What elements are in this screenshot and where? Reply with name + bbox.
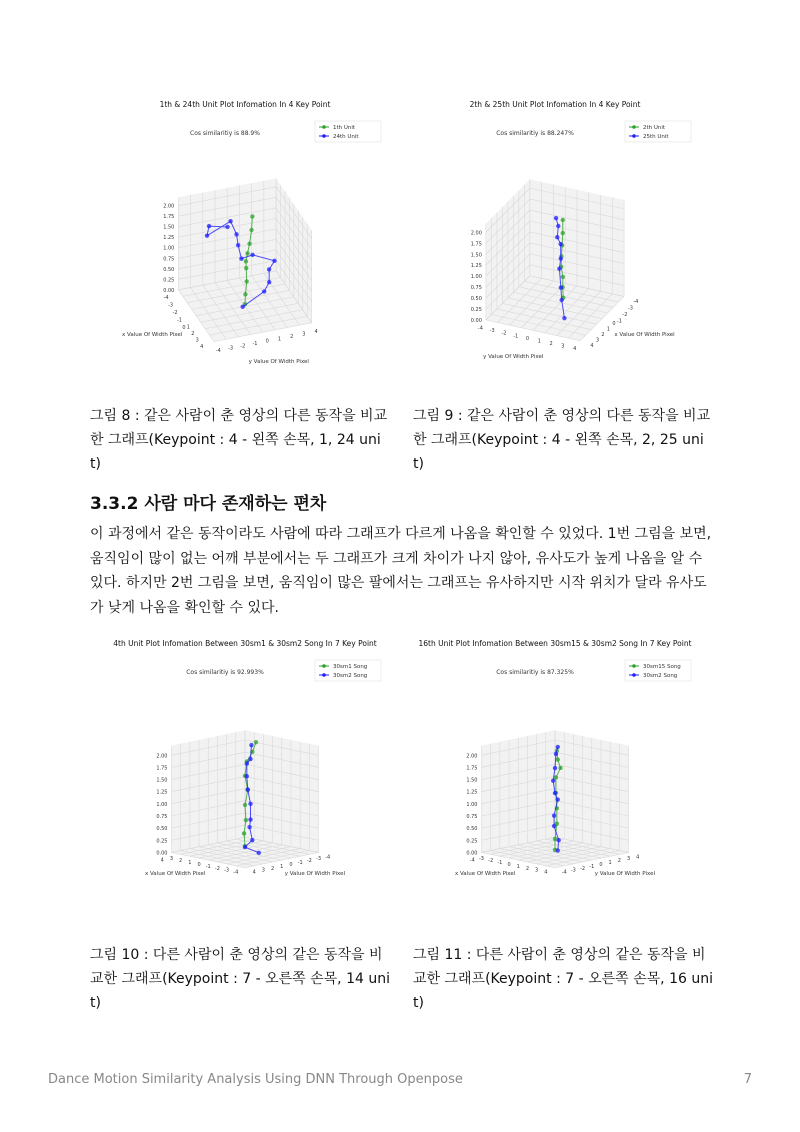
legend-marker xyxy=(322,125,326,129)
x-axis-label: x Value Of Width Pixel xyxy=(454,870,516,877)
chart-subtitle: Cos similaritiy is 88.9% xyxy=(190,130,260,137)
y-tick-label: -2 xyxy=(580,865,586,872)
z-tick-label: 0.25 xyxy=(466,838,478,845)
top-figure-row xyxy=(0,95,800,370)
y-axis-label: y Value Of Width Pixel xyxy=(594,870,656,877)
data-point xyxy=(272,259,276,263)
data-point xyxy=(551,779,555,783)
x-tick-label: 3 xyxy=(535,867,539,874)
y-tick-label: 4 xyxy=(252,869,256,876)
y-axis-label: y Value Of Width Pixel xyxy=(483,354,544,361)
data-point xyxy=(556,838,560,842)
y-tick-label: 1 xyxy=(608,860,612,867)
x-tick-label: 1 xyxy=(188,860,192,867)
x-tick-label: -4 xyxy=(633,298,639,305)
data-point xyxy=(267,280,271,284)
y-tick-label: -4 xyxy=(215,348,221,355)
plot-svg xyxy=(405,634,715,909)
chart-title: 16th Unit Plot Infomation Between 30sm15 & 30sm2 Song In 7 Key Point xyxy=(418,639,692,648)
z-tick-label: 0.75 xyxy=(466,813,478,820)
data-point xyxy=(552,824,556,828)
y-tick-label: 2 xyxy=(549,341,553,348)
data-point xyxy=(244,279,248,283)
x-axis-label: x Value Of Width Pixel xyxy=(144,870,206,877)
y-tick-label: -1 xyxy=(297,860,303,867)
z-tick-label: 0.75 xyxy=(163,256,175,263)
z-tick-label: 2.00 xyxy=(470,230,482,237)
y-axis-label: y Value Of Width Pixel xyxy=(248,359,309,365)
x-tick-label: 0 xyxy=(612,321,616,328)
y-tick-label: -3 xyxy=(570,867,576,874)
x-tick-label: 3 xyxy=(195,337,199,344)
z-tick-label: 0.00 xyxy=(156,850,168,857)
bottom-figure-row xyxy=(0,634,800,909)
x-tick-label: 4 xyxy=(160,857,164,864)
z-tick-label: 1.00 xyxy=(163,245,175,252)
data-point xyxy=(247,242,251,246)
chart-subtitle: Cos similaritiy is 88.247% xyxy=(496,130,574,137)
legend-marker xyxy=(632,134,636,138)
z-tick-label: 1.50 xyxy=(466,777,478,784)
y-tick-label: 1 xyxy=(277,336,282,343)
y-tick-label: -1 xyxy=(589,863,595,870)
data-point xyxy=(254,740,258,744)
data-point xyxy=(244,818,248,822)
legend-label: 25th Unit xyxy=(643,134,669,140)
footer-title: Dance Motion Similarity Analysis Using DNN Through Openpose xyxy=(48,1072,463,1087)
z-tick-label: 0.00 xyxy=(470,318,482,325)
data-point xyxy=(559,256,563,260)
z-tick-label: 0.75 xyxy=(156,813,168,820)
data-point xyxy=(243,803,247,807)
x-tick-label: -2 xyxy=(622,312,628,319)
top-caption-row xyxy=(0,404,800,476)
legend-marker xyxy=(322,134,326,138)
y-tick-label: -1 xyxy=(252,341,258,348)
data-point xyxy=(244,259,248,263)
x-tick-label: 4 xyxy=(544,869,548,876)
y-tick-label: 0 xyxy=(525,335,530,342)
y-tick-label: -3 xyxy=(316,856,322,863)
y-tick-label: -2 xyxy=(501,330,507,337)
y-axis-label: y Value Of Width Pixel xyxy=(284,870,346,877)
x-tick-label: 0 xyxy=(182,325,186,332)
data-point xyxy=(242,831,246,835)
chart-title: 4th Unit Plot Infomation Between 30sm1 & 30sm2 Song In 7 Key Point xyxy=(113,639,377,648)
figure-9-plot xyxy=(405,95,715,370)
z-tick-label: 1.25 xyxy=(156,789,168,796)
page-number: 7 xyxy=(743,1072,752,1087)
x-tick-label: -1 xyxy=(616,318,622,325)
data-point xyxy=(207,224,211,228)
y-tick-label: -3 xyxy=(228,345,234,352)
data-point xyxy=(552,813,556,817)
z-tick-label: 2.00 xyxy=(156,753,168,760)
z-tick-label: 0.75 xyxy=(470,285,482,292)
z-tick-label: 0.00 xyxy=(163,287,175,294)
legend-marker xyxy=(632,673,636,677)
y-tick-label: -3 xyxy=(489,328,495,335)
y-tick-label: 0 xyxy=(599,861,603,868)
plot-svg xyxy=(95,95,405,370)
data-point xyxy=(228,219,232,223)
data-point xyxy=(559,285,563,289)
figure-11-plot xyxy=(405,634,715,909)
z-tick-label: 1.25 xyxy=(470,263,482,270)
data-point xyxy=(556,745,560,749)
x-axis-label: x Value Of Width Pixel xyxy=(121,332,183,339)
figure-8-plot xyxy=(95,95,405,370)
figure-10-plot xyxy=(95,634,405,909)
data-point xyxy=(558,766,562,770)
z-tick-label: 0.00 xyxy=(466,850,478,857)
data-point xyxy=(250,838,254,842)
x-tick-label: -4 xyxy=(233,869,239,876)
y-tick-label: 3 xyxy=(302,331,306,338)
data-point xyxy=(248,817,252,821)
data-point xyxy=(248,802,252,806)
z-tick-label: 0.50 xyxy=(466,826,478,833)
data-point xyxy=(561,218,565,222)
data-point xyxy=(245,774,249,778)
z-tick-label: 1.50 xyxy=(163,224,175,231)
data-point xyxy=(247,825,251,829)
data-point xyxy=(239,256,243,260)
x-tick-label: 2 xyxy=(525,865,530,872)
x-tick-label: -3 xyxy=(168,302,174,309)
legend-label: 30sm2 Song xyxy=(333,673,368,679)
y-tick-label: -4 xyxy=(325,854,331,861)
section-paragraph: 이 과정에서 같은 동작이라도 사람에 따라 그래프가 다르게 나옴을 확인할 수 있었다. 1번 그림을 보면, 움직임이 많이 없는 어깨 부분에서는 두 그래프가 크게 차이가 나지 않아, 유사도가 높게 나옴을 알 수 있다. 하지만 2번 그림을 보면, 움직임이 많은 팔에서는 그래프는 유사하지만 시작 위치가 달라 유사도가 낮게 나옴을 확인할 수 있다. xyxy=(90,526,712,616)
data-point xyxy=(555,235,559,239)
x-tick-label: 0 xyxy=(197,861,201,868)
x-tick-label: 3 xyxy=(169,856,174,863)
bottom-caption-row xyxy=(0,943,800,1015)
x-tick-label: 2 xyxy=(179,858,183,865)
legend-label: 30sm1 Song xyxy=(333,664,368,670)
chart-subtitle: Cos similaritiy is 87.325% xyxy=(496,669,574,676)
x-tick-label: -1 xyxy=(205,863,211,870)
x-tick-label: -3 xyxy=(627,305,633,312)
x-tick-label: 2 xyxy=(191,331,195,338)
data-point xyxy=(246,787,250,791)
section-heading: 3.3.2 사람 마다 존재하는 편차 xyxy=(90,494,327,514)
data-point xyxy=(556,797,560,801)
z-tick-label: 1.75 xyxy=(466,765,478,772)
data-point xyxy=(561,275,565,279)
chart-title: 2th & 25th Unit Plot Infomation In 4 Key Point xyxy=(469,100,641,109)
y-tick-label: 1 xyxy=(537,338,541,345)
y-tick-label: 4 xyxy=(636,854,640,861)
z-tick-label: 2.00 xyxy=(163,203,175,210)
chart-title: 1th & 24th Unit Plot Infomation In 4 Key Point xyxy=(159,100,331,109)
data-point xyxy=(248,757,252,761)
y-tick-label: 4 xyxy=(314,329,318,336)
x-axis-label: x Value Of Width Pixel xyxy=(614,331,675,338)
figure-8-caption: 그림 8 : 같은 사람이 춘 영상의 다른 동작을 비교한 그래프(Keypoint : 4 - 왼쪽 손목, 1, 24 unit) xyxy=(90,408,388,472)
z-tick-label: 1.00 xyxy=(156,801,168,808)
z-tick-label: 0.25 xyxy=(156,838,168,845)
legend-marker xyxy=(632,125,636,129)
data-point xyxy=(559,298,563,302)
x-tick-label: -1 xyxy=(497,860,503,867)
chart-subtitle: Cos similaritiy is 92.993% xyxy=(186,669,264,676)
z-tick-label: 1.50 xyxy=(156,777,168,784)
z-tick-label: 0.25 xyxy=(163,277,175,284)
legend-label: 30sm15 Song xyxy=(643,664,681,670)
legend-label: 1th Unit xyxy=(333,125,356,131)
y-tick-label: 0 xyxy=(265,338,269,345)
y-tick-label: 2 xyxy=(617,858,621,865)
data-point xyxy=(205,233,209,237)
data-point xyxy=(556,757,560,761)
data-point xyxy=(225,225,229,229)
footer xyxy=(0,1071,800,1089)
data-point xyxy=(562,316,566,320)
data-point xyxy=(234,232,238,236)
z-tick-label: 1.25 xyxy=(466,789,478,796)
data-point xyxy=(267,267,271,271)
data-point xyxy=(243,292,247,296)
z-tick-label: 0.50 xyxy=(156,826,168,833)
z-tick-label: 0.25 xyxy=(470,307,482,314)
y-tick-label: -2 xyxy=(306,858,312,865)
y-tick-label: 3 xyxy=(626,856,631,863)
z-tick-label: 1.00 xyxy=(470,274,482,281)
x-tick-label: 4 xyxy=(200,343,204,350)
x-tick-label: -4 xyxy=(163,295,169,302)
figure-9-caption: 그림 9 : 같은 사람이 춘 영상의 다른 동작을 비교한 그래프(Keypoint : 4 - 왼쪽 손목, 2, 25 unit) xyxy=(413,408,711,472)
x-tick-label: 1 xyxy=(186,324,190,331)
plot-svg xyxy=(95,634,405,909)
y-tick-label: 3 xyxy=(561,343,565,350)
y-tick-label: -2 xyxy=(240,343,246,350)
figure-10-caption: 그림 10 : 다른 사람이 춘 영상의 같은 동작을 비교한 그래프(Keypoint : 7 - 오른쪽 손목, 14 unit) xyxy=(90,947,390,1011)
x-tick-label: 0 xyxy=(507,861,511,868)
data-point xyxy=(249,743,253,747)
legend-marker xyxy=(322,664,326,668)
data-point xyxy=(244,266,248,270)
data-point xyxy=(249,228,253,232)
z-tick-label: 1.25 xyxy=(163,235,175,242)
data-point xyxy=(245,761,249,765)
x-tick-label: -3 xyxy=(478,856,484,863)
data-point xyxy=(236,243,240,247)
x-tick-label: -2 xyxy=(214,865,220,872)
x-tick-label: -1 xyxy=(176,317,182,324)
y-tick-label: 0 xyxy=(289,861,293,868)
plot-svg xyxy=(405,95,715,370)
data-point xyxy=(561,231,565,235)
data-point xyxy=(554,216,558,220)
data-point xyxy=(558,242,562,246)
legend-marker xyxy=(322,673,326,677)
legend-marker xyxy=(632,664,636,668)
y-tick-label: 4 xyxy=(573,346,577,353)
x-tick-label: 3 xyxy=(595,337,600,344)
y-tick-label: 1 xyxy=(280,863,284,870)
y-tick-label: 3 xyxy=(261,867,265,874)
data-point xyxy=(240,305,244,309)
data-point xyxy=(257,851,261,855)
x-tick-label: 2 xyxy=(601,332,605,339)
y-tick-label: -1 xyxy=(513,333,519,340)
data-point xyxy=(553,791,557,795)
x-tick-label: 1 xyxy=(516,863,520,870)
y-tick-label: -4 xyxy=(477,325,483,332)
x-tick-label: -4 xyxy=(469,857,475,864)
legend-label: 24th Unit xyxy=(333,134,359,140)
z-tick-label: 1.75 xyxy=(163,214,175,221)
data-point xyxy=(245,251,249,255)
z-tick-label: 2.00 xyxy=(466,753,478,760)
y-tick-label: 2 xyxy=(270,865,275,872)
legend-label: 2th Unit xyxy=(643,125,666,131)
data-point xyxy=(250,214,254,218)
data-point xyxy=(250,253,254,257)
z-tick-label: 1.75 xyxy=(156,765,168,772)
z-tick-label: 1.00 xyxy=(466,801,478,808)
x-tick-label: 1 xyxy=(606,326,611,333)
data-point xyxy=(243,845,247,849)
x-tick-label: -2 xyxy=(488,858,494,865)
data-point xyxy=(556,848,560,852)
x-tick-label: -3 xyxy=(224,867,230,874)
x-tick-label: 4 xyxy=(590,343,594,350)
data-point xyxy=(557,267,561,271)
z-tick-label: 0.50 xyxy=(470,296,482,303)
data-point xyxy=(262,289,266,293)
figure-11-caption: 그림 11 : 다른 사람이 춘 영상의 같은 동작을 비교한 그래프(Keypoint : 7 - 오른쪽 손목, 16 unit) xyxy=(413,947,713,1011)
data-point xyxy=(553,766,557,770)
legend-label: 30sm2 Song xyxy=(643,673,678,679)
x-tick-label: -2 xyxy=(172,310,178,317)
y-tick-label: -4 xyxy=(561,869,567,876)
y-tick-label: 2 xyxy=(290,333,294,340)
z-tick-label: 0.50 xyxy=(163,266,175,273)
z-tick-label: 1.50 xyxy=(470,252,482,259)
z-tick-label: 1.75 xyxy=(470,241,482,248)
data-point xyxy=(556,224,560,228)
data-point xyxy=(554,752,558,756)
